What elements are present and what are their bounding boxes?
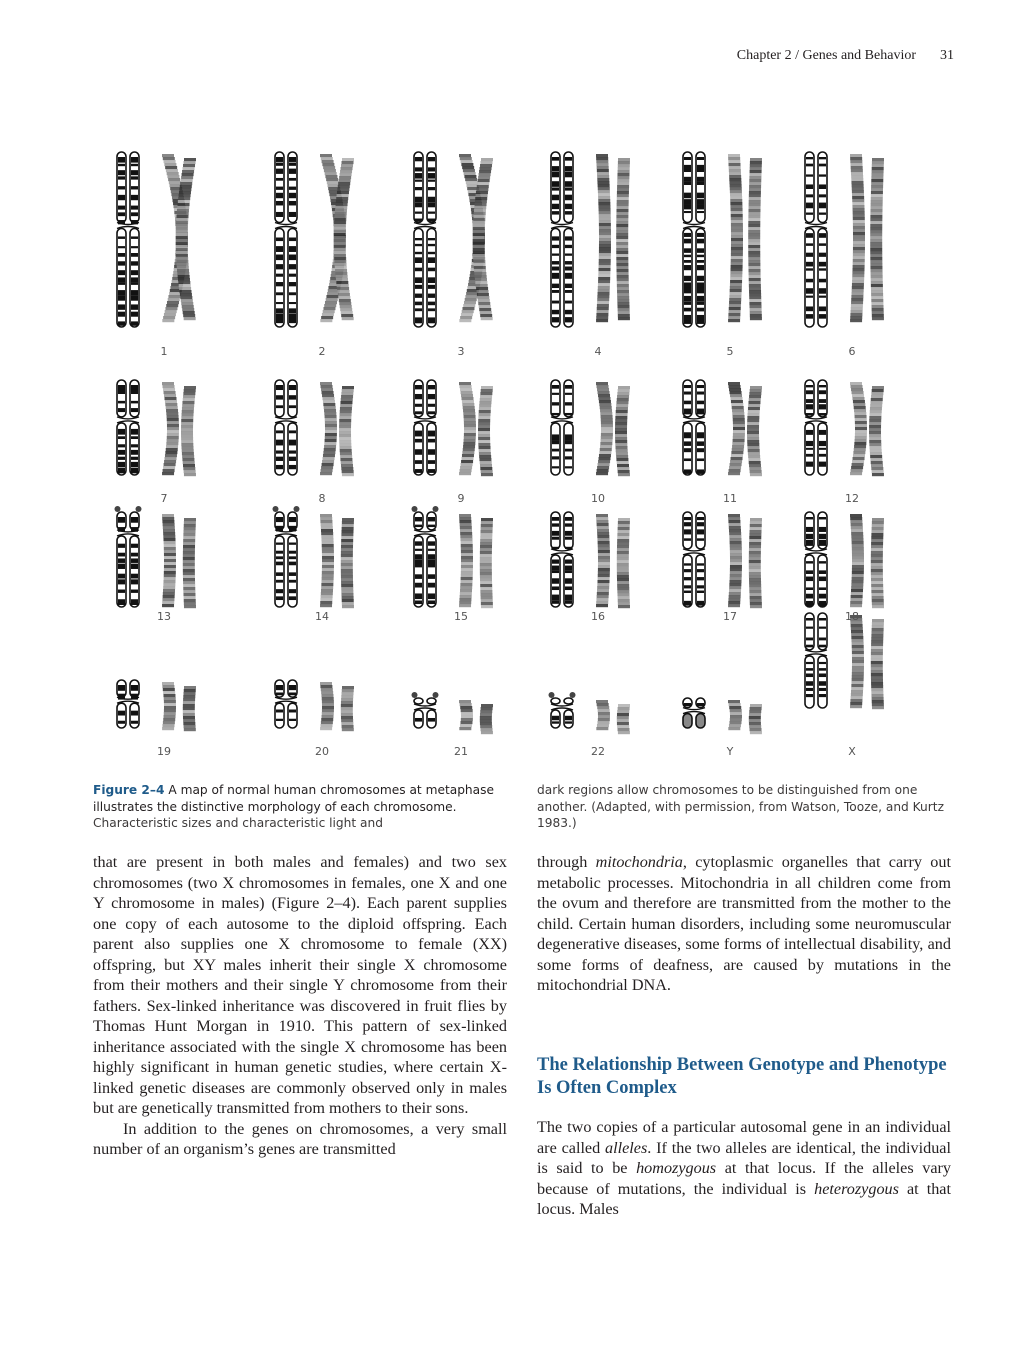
chromosome-label-Y: Y [726, 745, 734, 758]
chromosome-label-22: 22 [591, 745, 605, 758]
chromosome-label-9: 9 [457, 492, 465, 505]
chromosome-9 [414, 380, 493, 476]
chromosome-label-10: 10 [591, 492, 605, 505]
chromosome-label-2: 2 [318, 345, 326, 358]
term-heterozygous: heterozygous [814, 1179, 899, 1198]
chromosome-label-3: 3 [457, 345, 465, 358]
chromosome-label-6: 6 [848, 345, 856, 358]
term-mitochondria: mitochondria [595, 853, 683, 871]
chromosome-20 [275, 680, 354, 731]
chromosome-label-1: 1 [160, 345, 168, 358]
text-run: , cytoplasmic organelles that carry out metabolic processes. Mitochondria in all children come from the ovum and therefore are transmitted from the mother to the child. Certain human disorders, including some neuromuscular degenerative diseases, some forms of intellectual disability, and some forms of deafness, are caused by mutations in the mitochondrial DNA. [537, 853, 951, 994]
chromosome-10 [551, 380, 630, 476]
chromosome-19 [117, 680, 196, 731]
chromosome-label-16: 16 [591, 610, 605, 623]
running-head-chapter: Chapter 2 / Genes and Behavior [736, 48, 916, 63]
chromosome-8 [275, 380, 354, 476]
chromosome-5 [683, 152, 762, 327]
chromosome-13 [115, 506, 197, 608]
chromosome-label-19: 19 [157, 745, 171, 758]
chromosome-18 [805, 512, 884, 608]
chromosome-21 [412, 692, 494, 734]
chromosome-label-4: 4 [594, 345, 602, 358]
paragraph [537, 1117, 951, 1220]
chromosome-label-20: 20 [315, 745, 329, 758]
figure-caption-right: dark regions allow chromosomes to be distinguished from one another. (Adapted, with permission, from Watson, Tooze, and Kurtz 1983.) [537, 783, 944, 830]
chromosome-label-5: 5 [726, 345, 734, 358]
chromosome-label-21: 21 [454, 745, 468, 758]
running-head [737, 48, 954, 64]
section-heading: The Relationship Between Genotype and Phenotype Is Often Complex [537, 1055, 947, 1098]
caption-rest-left: Characteristic sizes and characteristic light and [93, 816, 383, 830]
chromosome-label-X: X [848, 745, 856, 758]
chromosome-Y [683, 698, 762, 734]
chromosome-2 [275, 152, 354, 327]
chromosome-1 [117, 152, 196, 327]
text-run: at that locus. If the alleles vary because of mutations, the individual is [537, 1159, 951, 1198]
chromosome-6 [805, 152, 884, 327]
chromosome-label-7: 7 [160, 492, 168, 505]
chromosome-label-8: 8 [318, 492, 326, 505]
caption-lead: A map of normal human chromosomes at metaphase illustrates the distinctive morphology of each chromosome. [93, 783, 494, 814]
chromosome-label-12: 12 [845, 492, 859, 505]
chromosome-14 [273, 506, 355, 608]
chromosome-4 [551, 152, 630, 327]
figure-label: Figure 2–4 [93, 783, 165, 797]
term-alleles: alleles [605, 1138, 648, 1157]
chromosome-label-17: 17 [723, 610, 737, 623]
right-column-top [537, 852, 951, 996]
term-homozygous: homozygous [636, 1159, 717, 1177]
text-run: through [537, 853, 596, 871]
chromosome-X [805, 613, 884, 709]
text-run: at that locus. Males [537, 1179, 951, 1218]
paragraph [537, 852, 951, 996]
chromosome-11 [683, 380, 762, 476]
paragraph: In addition to the genes on chromosomes, a very small number of an organism’s genes are transmitted [93, 1119, 507, 1158]
chromosome-7 [117, 380, 196, 476]
page-number: 31 [940, 48, 954, 63]
chromosome-15 [412, 506, 494, 608]
chromosome-label-15: 15 [454, 610, 468, 623]
figure-caption-left [93, 782, 507, 832]
chromosome-17 [683, 512, 762, 608]
chromosome-label-18: 18 [845, 610, 859, 623]
chromosome-label-13: 13 [157, 610, 171, 623]
karyotype-figure [92, 140, 956, 760]
chromosome-22 [549, 692, 631, 734]
karyotype-svg [92, 140, 956, 760]
chromosome-12 [805, 380, 884, 476]
left-column [93, 852, 507, 1160]
chromosome-label-14: 14 [315, 610, 329, 623]
text-run: . If the two alleles are identical, the individual is said to be [537, 1138, 951, 1177]
chromosome-16 [551, 512, 630, 608]
text-run: The two copies of a particular autosomal gene in an individual are called [537, 1118, 951, 1157]
right-column-bottom [537, 1117, 951, 1220]
chromosome-label-11: 11 [723, 492, 737, 505]
chromosome-3 [414, 152, 493, 327]
paragraph: that are present in both males and females) and two sex chromosomes (two X chromosomes in females, one X and one Y chromosome in males) (Figure 2–4). Each parent supplies one copy of each autosome to the diploid offspring. Each parent also supplies one X chromosome to female (XX) offspring, but XY males inherit their single X chromosome from their mothers and their single Y chromosome from their fathers. Sex-linked inheritance was discovered in fruit flies by Thomas Hunt Morgan in 1910. This pattern of sex-linked inheritance associated with the single X chromosome has been highly significant in human genetic studies, where certain X-linked genetic diseases are commonly observed only in males but are genetically transmitted from mothers to their sons. [93, 853, 507, 1117]
